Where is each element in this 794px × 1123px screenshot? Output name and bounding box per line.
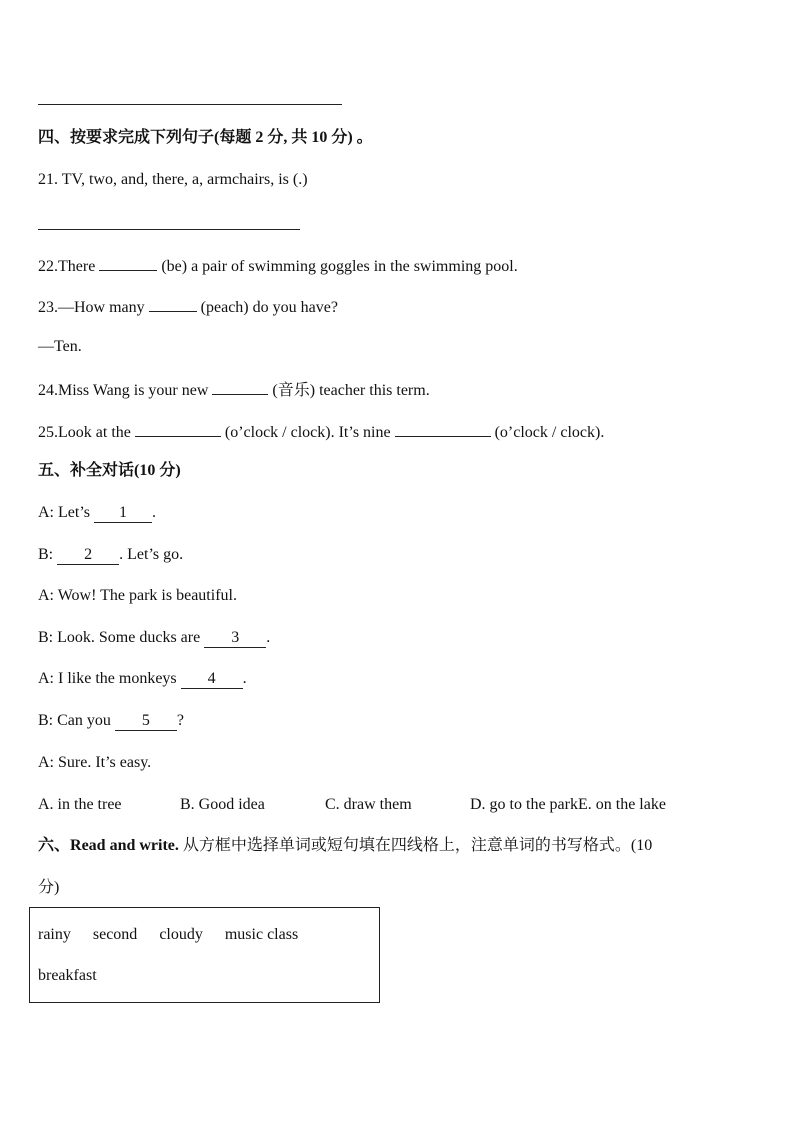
dialogue-blank-1[interactable]: 1	[94, 504, 152, 523]
dialogue-blank-5[interactable]: 5	[115, 712, 177, 731]
dialogue-line-5	[38, 669, 247, 689]
question-21: 21. TV, two, and, there, a, armchairs, is (.)	[38, 171, 308, 188]
dialogue-blank-4[interactable]: 4	[181, 670, 243, 689]
word-bank-box	[29, 907, 380, 1003]
dialogue-text: B:	[38, 546, 54, 563]
dialogue-text: A: I like the monkeys	[38, 670, 177, 687]
word-bank-row-2	[38, 967, 115, 985]
dialogue-text: A: Let’s	[38, 504, 90, 521]
q22-text-b: (be) a pair of swimming goggles in the swimming pool.	[161, 258, 518, 275]
dialogue-text: .	[266, 629, 271, 646]
q24-text-b: (音乐) teacher this term.	[272, 382, 430, 399]
q21-answer-line	[38, 229, 300, 230]
dialogue-line-3: A: Wow! The park is beautiful.	[38, 587, 237, 604]
word-cloudy: cloudy	[159, 926, 203, 943]
word-music-class: music class	[224, 926, 299, 943]
dialogue-text: .	[152, 504, 156, 521]
option-b: B. Good idea	[180, 796, 265, 813]
q25-blank-2[interactable]	[395, 420, 491, 437]
question-22	[38, 254, 518, 277]
dialogue-text: .	[242, 670, 247, 687]
q25-text-a: 25.Look at the	[38, 424, 131, 441]
dialogue-text: B: Can you	[38, 712, 111, 729]
option-a: A. in the tree	[38, 796, 122, 813]
word-bank-row-1	[38, 926, 316, 944]
dialogue-text: . Let’s go.	[119, 546, 184, 563]
section4-heading: 四、按要求完成下列句子(每题 2 分, 共 10 分) 。	[38, 129, 373, 146]
q24-blank[interactable]	[212, 378, 268, 395]
q25-text-c: (o’clock / clock).	[494, 424, 605, 441]
q23-text-b: (peach) do you have?	[200, 299, 338, 316]
section6-instructions: 从方框中选择单词或短句填在四线格上，注意单词的书写格式。(10	[178, 837, 653, 854]
word-rainy: rainy	[38, 926, 71, 943]
q23-text-a: 23.—How many	[38, 299, 145, 316]
word-second: second	[92, 926, 138, 943]
dialogue-line-7: A: Sure. It’s easy.	[38, 754, 152, 771]
top-answer-line	[38, 104, 342, 105]
dialogue-line-6	[38, 711, 184, 731]
word-breakfast: breakfast	[38, 967, 97, 984]
q24-text-a: 24.Miss Wang is your new	[38, 382, 209, 399]
section5-heading: 五、补全对话(10 分)	[38, 462, 181, 479]
q22-text-a: 22.There	[38, 258, 96, 275]
dialogue-text: ?	[176, 712, 184, 729]
option-c: C. draw them	[325, 796, 412, 813]
q23-reply: —Ten.	[38, 338, 82, 355]
dialogue-line-4	[38, 628, 270, 648]
section6-score: 分)	[38, 879, 60, 896]
dialogue-line-1	[38, 503, 156, 523]
section6-number: 六、	[38, 837, 71, 854]
question-23	[38, 295, 338, 318]
q25-blank-1[interactable]	[135, 420, 221, 437]
q23-blank[interactable]	[149, 295, 197, 312]
dialogue-blank-2[interactable]: 2	[57, 546, 119, 565]
q22-blank[interactable]	[99, 254, 157, 271]
section6-title-en: Read and write.	[70, 837, 179, 854]
q25-text-b: (o’clock / clock). It’s nine	[224, 424, 391, 441]
dialogue-line-2	[38, 545, 183, 565]
option-d-e: D. go to the parkE. on the lake	[470, 796, 666, 813]
dialogue-blank-3[interactable]: 3	[204, 629, 266, 648]
dialogue-text: B: Look. Some ducks are	[38, 629, 201, 646]
section6-heading	[38, 836, 652, 856]
question-25	[38, 420, 604, 443]
question-24	[38, 378, 430, 401]
